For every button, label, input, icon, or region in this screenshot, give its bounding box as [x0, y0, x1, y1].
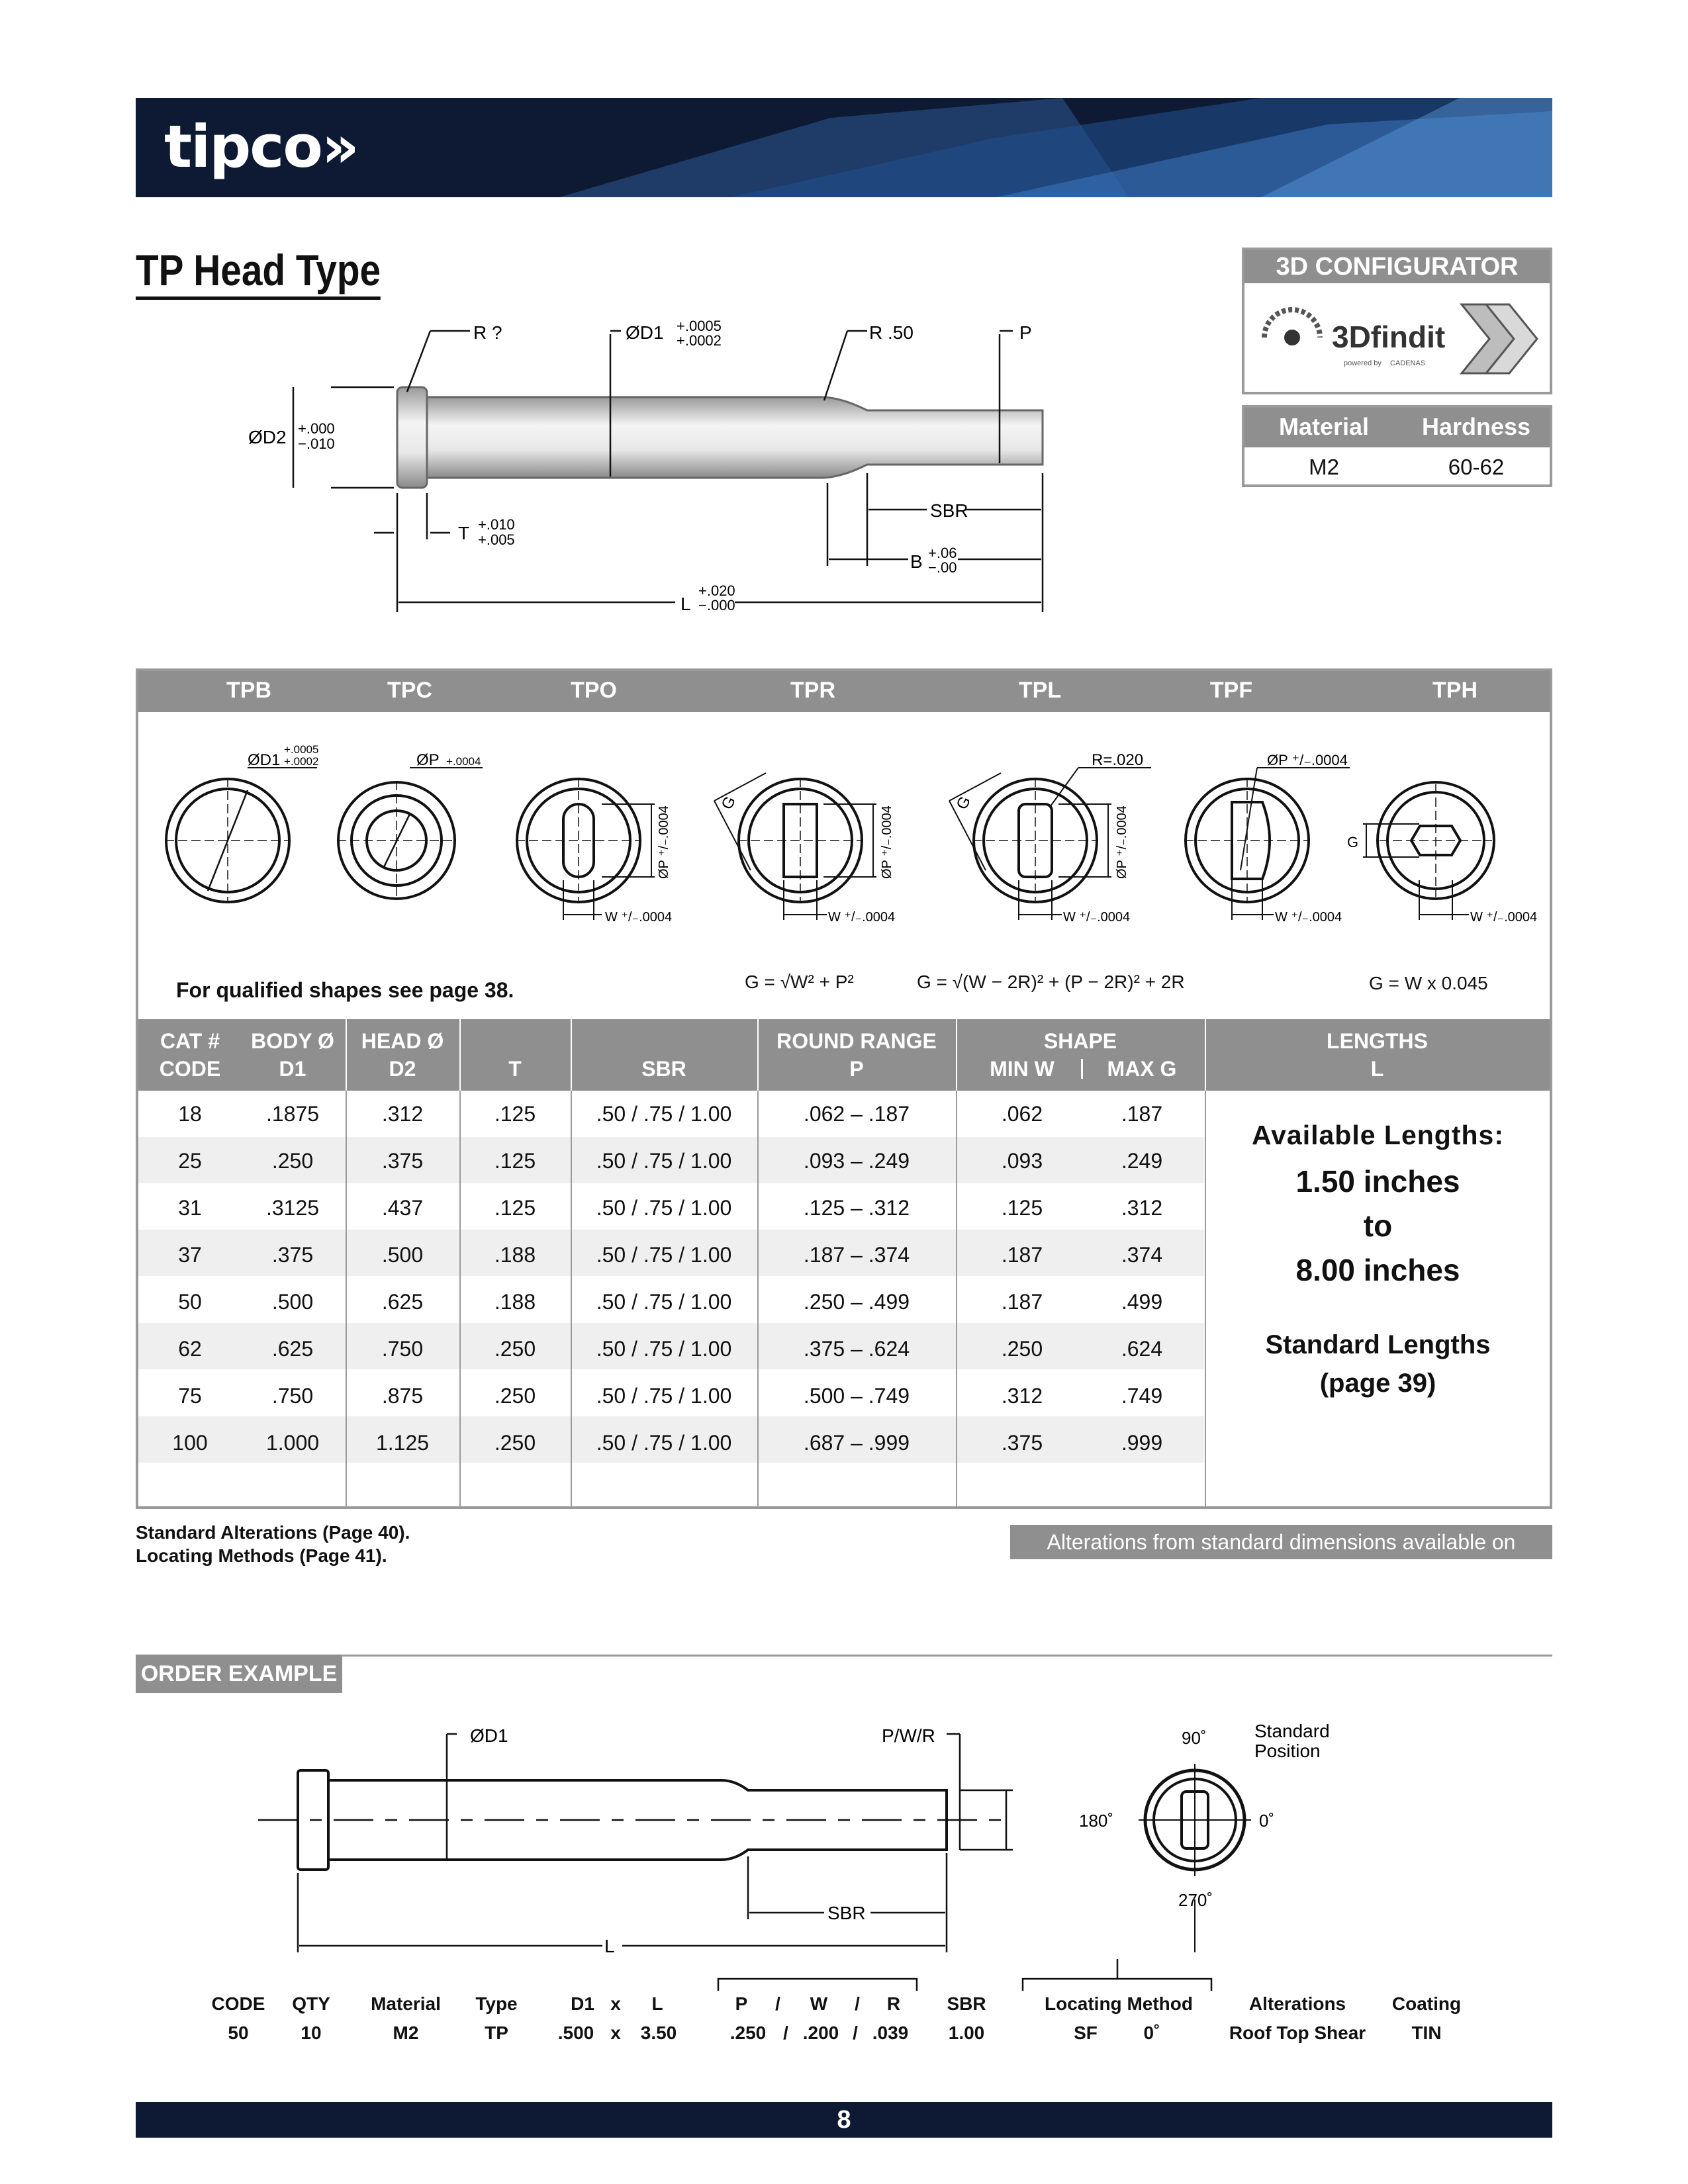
shape-type-tpl: TPL	[1018, 678, 1062, 703]
order-value-slash: /	[853, 2023, 858, 2043]
tpf-p-label: ØP ⁺/₋.0004	[1267, 752, 1348, 768]
t-tol-minus: +.005	[478, 531, 515, 548]
order-value-position: 0˚	[1143, 2023, 1160, 2043]
table-row: 62 .625 .750 .250 .50 / .75 / 1.00 .375 – .624 .250 .624	[178, 1337, 1163, 1361]
tpl-formula: G = √(W − 2R)² + (P − 2R)² + 2R	[917, 972, 1185, 992]
page-number: 8	[136, 2102, 1552, 2138]
tpc-tol: +.0004	[446, 755, 481, 768]
r-neck-label: R .50	[869, 322, 914, 343]
configurator-logo[interactable]	[1258, 291, 1542, 384]
table-row: 18 .1875 .312 .125 .50 / .75 / 1.00 .062 – .187 .062 .187	[178, 1102, 1163, 1126]
material-value: M2	[1309, 455, 1339, 479]
tpr-p-label: ØP ⁺/₋.0004	[880, 805, 894, 879]
d1-label: ØD1	[626, 322, 664, 343]
tpr-section	[714, 773, 876, 920]
order-l-label: L	[604, 1936, 615, 1956]
hardness-header: Hardness	[1421, 413, 1531, 440]
position-180: 180˚	[1079, 1811, 1114, 1831]
order-example-heading: ORDER EXAMPLE	[136, 1655, 342, 1693]
tph-w-label: W ⁺/₋.0004	[1470, 910, 1538, 925]
material-header: Material	[1278, 413, 1370, 440]
position-270: 270˚	[1178, 1890, 1213, 1910]
findit-text: 3Dfindit	[1332, 320, 1446, 354]
tpc-p-label: ØP	[416, 751, 440, 769]
order-value-x: x	[610, 2023, 621, 2043]
order-value-qty: 10	[301, 2023, 322, 2043]
tph-section	[1363, 782, 1494, 920]
order-value-w: .200	[802, 2023, 839, 2043]
order-example-rule	[342, 1655, 1552, 1657]
tpr-g-label: G	[718, 793, 740, 813]
order-value-coating: TIN	[1411, 2023, 1442, 2043]
tpl-p-label: ØP ⁺/₋.0004	[1115, 805, 1129, 879]
table-row: 75 .750 .875 .250 .50 / .75 / 1.00 .500 – .749 .312 .749	[178, 1384, 1163, 1408]
header-max-g: MAX G	[1107, 1057, 1177, 1081]
order-value-p: .250	[729, 2023, 767, 2043]
order-header-material: Material	[371, 1993, 441, 2014]
shape-type-tpb: TPB	[226, 678, 271, 703]
shape-type-tpr: TPR	[790, 678, 835, 703]
tph-formula: G = W x 0.045	[1369, 973, 1488, 993]
r-head-label: R ?	[473, 322, 502, 343]
order-sbr-label: SBR	[827, 1903, 866, 1923]
order-d1-label: ØD1	[470, 1725, 508, 1746]
t-label: T	[458, 523, 470, 543]
b-label: B	[910, 551, 923, 572]
l-tol-plus: +.020	[698, 582, 735, 599]
b-tol-plus: +.06	[928, 545, 957, 561]
table-row: 50 .500 .625 .188 .50 / .75 / 1.00 .250 – .499 .187 .499	[178, 1290, 1163, 1314]
order-value-l: 3.50	[640, 2023, 677, 2043]
tpo-w-label: W ⁺/₋.0004	[605, 910, 673, 925]
p-label: P	[1019, 322, 1032, 343]
order-value-locating: SF	[1074, 2023, 1098, 2043]
table-row: 100 1.000 1.125 .250 .50 / .75 / 1.00 .687 – .999 .375 .999	[172, 1431, 1163, 1455]
header-d1: BODY Ø D1	[251, 1029, 334, 1081]
tph-g-label: G	[1347, 834, 1359, 850]
order-value-material: M2	[393, 2023, 419, 2043]
hardness-value: 60-62	[1448, 455, 1505, 479]
header-code: CAT # CODE	[159, 1029, 221, 1081]
powered-by-text: powered by	[1344, 359, 1382, 367]
punch-body	[397, 387, 1043, 488]
available-lengths-label: Available Lengths:	[1252, 1120, 1504, 1150]
locating-methods-note[interactable]: Locating Methods (Page 41).	[136, 1545, 387, 1566]
shape-type-tpf: TPF	[1209, 678, 1253, 703]
order-header-type: Type	[475, 1993, 518, 2014]
length-to: to	[1363, 1208, 1393, 1243]
sbr-label: SBR	[930, 500, 968, 521]
cadenas-text: CADENAS	[1390, 359, 1426, 367]
order-value-type: TP	[485, 2023, 508, 2043]
order-value-alterations: Roof Top Shear	[1229, 2023, 1366, 2043]
tpb-d1-label: ØD1	[248, 751, 281, 769]
order-header-code: CODE	[211, 1993, 265, 2014]
alterations-note: Alterations from standard dimensions available on request.	[1010, 1525, 1552, 1559]
tpl-w-label: W ⁺/₋.0004	[1063, 910, 1131, 925]
position-90: 90˚	[1182, 1728, 1207, 1748]
order-header-p: P	[735, 1993, 748, 2014]
table-row: 31 .3125 .437 .125 .50 / .75 / 1.00 .125 – .312 .125 .312	[178, 1196, 1163, 1220]
order-header-w: W	[810, 1993, 828, 2014]
header-round-range: ROUND RANGE P	[776, 1029, 937, 1081]
tpr-formula: G = √W² + P²	[745, 972, 854, 992]
order-header-slash: /	[855, 1993, 860, 2014]
shape-type-tph: TPH	[1432, 678, 1477, 703]
tpb-tol-minus: +.0002	[284, 755, 319, 768]
order-header-d1: D1	[571, 1993, 594, 2014]
spec-table-body	[138, 1102, 1205, 1478]
order-value-slash: /	[783, 2023, 788, 2043]
page-title: TP Head Type	[136, 245, 381, 300]
tpo-section	[516, 778, 655, 920]
order-header-x: x	[610, 1993, 621, 2014]
order-value-d1: .500	[557, 2023, 594, 2043]
d1-tol-plus: +.0005	[677, 318, 722, 334]
qualified-shapes-note[interactable]: For qualified shapes see page 38.	[176, 978, 514, 1002]
order-value-sbr: 1.00	[948, 2023, 985, 2043]
order-pwr-label: P/W/R	[882, 1725, 935, 1746]
d2-tol-plus: +.000	[298, 420, 335, 437]
standard-text: Standard	[1254, 1721, 1330, 1741]
t-tol-plus: +.010	[478, 516, 515, 533]
b-tol-minus: −.00	[928, 559, 957, 576]
order-value-code: 50	[228, 2023, 249, 2043]
shape-type-tpc: TPC	[387, 678, 432, 703]
l-tol-minus: −.000	[698, 597, 735, 614]
table-row: 37 .375 .500 .188 .50 / .75 / 1.00 .187 – .374 .187 .374	[178, 1243, 1163, 1267]
position-text: Position	[1254, 1741, 1321, 1761]
position-0: 0˚	[1259, 1811, 1275, 1831]
tpr-w-label: W ⁺/₋.0004	[828, 910, 896, 925]
standard-alterations-note[interactable]: Standard Alterations (Page 40).	[136, 1522, 410, 1543]
standard-lengths-page[interactable]: (page 39)	[1319, 1369, 1436, 1398]
order-header-qty: QTY	[292, 1993, 330, 2014]
order-header-slash: /	[775, 1993, 780, 2014]
d1-tol-minus: +.0002	[677, 332, 722, 349]
tpl-r-label: R=.020	[1092, 751, 1144, 769]
punch-dimension-drawing	[232, 311, 1125, 629]
d2-label: ØD2	[248, 427, 287, 447]
header-lengths: LENGTHS L	[1327, 1029, 1428, 1081]
table-row: 25 .250 .375 .125 .50 / .75 / 1.00 .093 – .249 .093 .249	[178, 1149, 1163, 1173]
order-value-r: .039	[872, 2023, 909, 2043]
double-chevron-icon	[1462, 304, 1537, 373]
tpc-section	[337, 768, 483, 900]
order-header-coating: Coating	[1391, 1993, 1462, 2014]
tpf-section	[1184, 768, 1350, 920]
standard-lengths-label: Standard Lengths	[1265, 1330, 1491, 1359]
order-header-r: R	[886, 1993, 901, 2014]
order-example-drawing	[232, 1707, 1357, 1985]
shape-type-tpo: TPO	[571, 678, 617, 703]
order-header-sbr: SBR	[947, 1993, 986, 2014]
order-header-locating: Locating Method	[1045, 1993, 1193, 2014]
header-min-w: MIN W	[990, 1057, 1055, 1081]
length-max: 8.00 inches	[1295, 1253, 1460, 1287]
d2-tol-minus: −.010	[298, 435, 335, 452]
tpb-section	[165, 768, 317, 903]
header-sbr: SBR	[641, 1057, 686, 1081]
tpb-tol-plus: +.0005	[284, 743, 319, 756]
tpo-p-label: ØP ⁺/₋.0004	[657, 805, 671, 879]
order-header-l: L	[651, 1993, 663, 2014]
tpl-g-label: G	[953, 793, 975, 813]
header-d2: HEAD Ø D2	[361, 1029, 444, 1081]
order-header-alterations: Alterations	[1248, 1993, 1346, 2014]
gauge-icon	[1264, 310, 1320, 345]
order-brackets	[695, 1959, 1225, 1999]
configurator-heading: 3D CONFIGURATOR	[1244, 250, 1550, 283]
position-dial	[1139, 1764, 1251, 1952]
tipco-logo: tipco»	[164, 113, 358, 181]
length-min: 1.50 inches	[1295, 1164, 1460, 1199]
header-shape: SHAPE	[1043, 1029, 1117, 1053]
tpf-w-label: W ⁺/₋.0004	[1275, 910, 1342, 925]
l-label: L	[680, 594, 691, 614]
shape-cross-sections	[138, 728, 1550, 940]
header-t: T	[508, 1057, 522, 1081]
